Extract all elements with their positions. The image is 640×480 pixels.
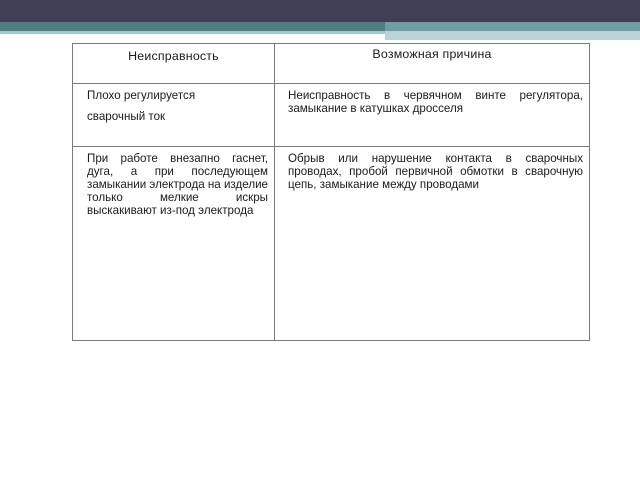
table-row [73,147,590,341]
cause-cell [275,84,590,147]
fault-text-line2: сварочный ток [87,110,166,123]
fault-text: При работе внезапно гаснет, дуга, а при последующем замыкании электрода на изделие только мелкие искры выскакивают из-под электрода [87,152,269,217]
cause-text: Обрыв или нарушение контакта в сварочных проводах, пробой первичной обмотки в сварочную цепь, замыкание между проводами [288,152,583,191]
column-header-cause [275,44,590,84]
fault-cell [73,84,275,147]
column-header-fault-label: Неисправность [128,49,219,63]
fault-cell [73,147,275,341]
slide-accent-stripe-left [0,31,385,34]
slide-accent-band-left [0,22,385,31]
slide-accent-stripe-right [385,31,640,40]
column-header-cause-label: Возможная причина [372,47,492,61]
fault-text-line1: Плохо регулируется [87,89,196,102]
table-header-row [73,44,590,84]
cause-text: Неисправность в червячном винте регулятора, замыкание в катушках дросселя [288,89,583,115]
slide-accent-band-right [385,22,640,31]
slide-top-band [0,0,640,22]
fault-cause-table [72,43,590,341]
table-row [73,84,590,147]
column-header-fault [73,44,275,84]
cause-cell [275,147,590,341]
